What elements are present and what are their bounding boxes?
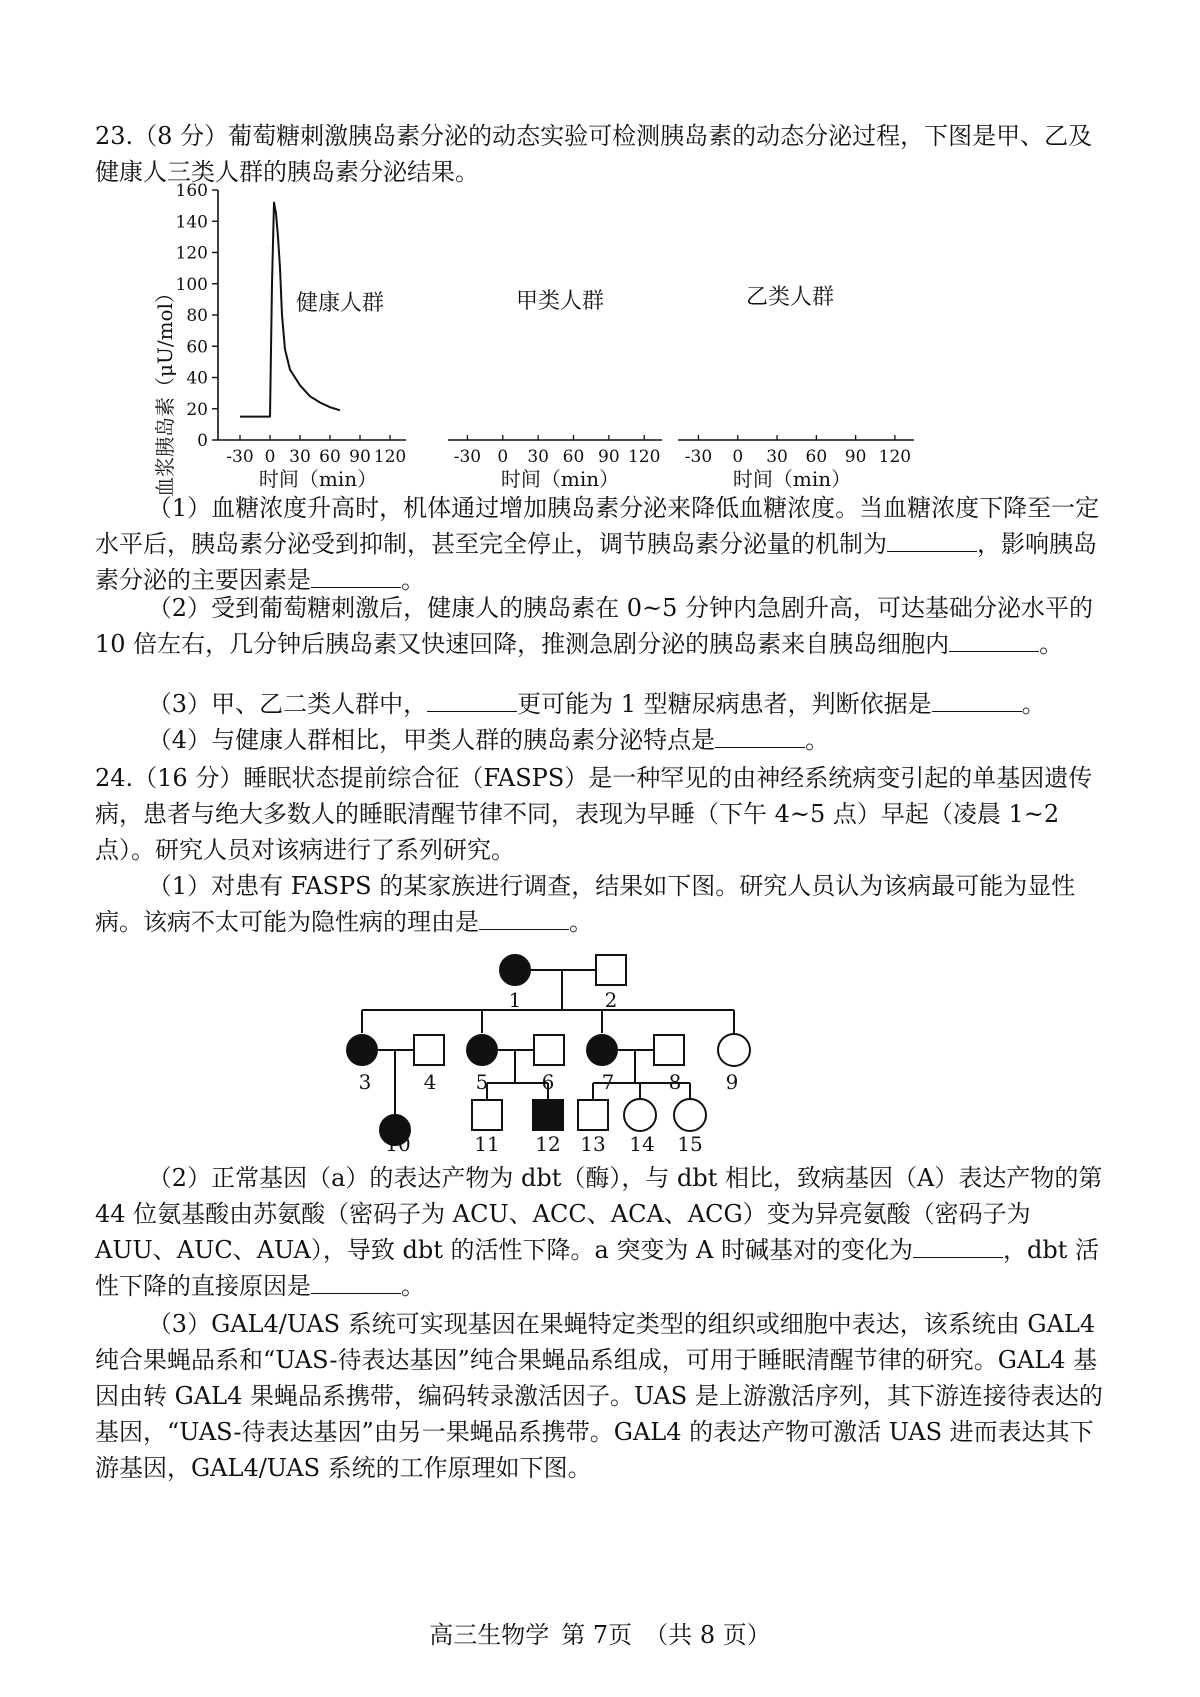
pedigree-label: 14 bbox=[629, 1132, 655, 1155]
chart-xlabel-jia: 时间（min） bbox=[500, 467, 620, 491]
x-tick-label: -30 bbox=[226, 447, 254, 467]
pedigree-individual-4-male bbox=[414, 1035, 444, 1065]
answer-blank[interactable] bbox=[715, 725, 805, 748]
chart-panel-yi bbox=[678, 435, 914, 467]
x-tick-label: -30 bbox=[684, 447, 713, 467]
q23-part1 bbox=[95, 490, 1105, 598]
pedigree-individual-9-female bbox=[718, 1034, 750, 1066]
chart-ylabel: 血浆胰岛素（μU/mol） bbox=[153, 283, 177, 497]
pedigree-individual-15-female bbox=[674, 1099, 706, 1131]
y-tick-label: 140 bbox=[175, 212, 208, 233]
pedigree-label: 12 bbox=[535, 1132, 561, 1155]
x-tick-label: 30 bbox=[527, 447, 549, 467]
chart-title-healthy: 健康人群 bbox=[295, 291, 385, 316]
answer-blank[interactable] bbox=[913, 1235, 1003, 1258]
x-tick-label: 120 bbox=[627, 447, 661, 467]
q23-part2 bbox=[95, 590, 1105, 662]
q23-part4-end: 。 bbox=[805, 726, 830, 754]
q23-part1-mid: ，影响胰岛素分泌的主要因素是 bbox=[95, 530, 1097, 594]
q23-part3-a: （3）甲、乙二类人群中， bbox=[147, 690, 428, 718]
pedigree-individual-7-affected-female bbox=[587, 1035, 617, 1065]
chart-y-axis bbox=[176, 181, 218, 451]
pedigree-individual-12-affected-male bbox=[533, 1100, 563, 1130]
q24-part2-mid: ，dbt 活性下降的直接原因是 bbox=[95, 1236, 1100, 1300]
y-tick-label: 80 bbox=[186, 306, 208, 326]
chart-panel-healthy bbox=[218, 203, 406, 468]
footer-page: 第 7页 bbox=[561, 1621, 633, 1649]
pedigree-individual-11-male bbox=[472, 1100, 502, 1130]
x-tick-label: -30 bbox=[453, 447, 482, 467]
footer-subject: 高三生物学 bbox=[429, 1621, 550, 1649]
pedigree-individual-14-female bbox=[624, 1099, 656, 1131]
y-tick-label: 20 bbox=[186, 399, 208, 420]
q24-part1-end: 。 bbox=[569, 908, 593, 936]
pedigree-label: 4 bbox=[423, 1070, 437, 1094]
y-tick-label: 40 bbox=[186, 368, 208, 389]
pedigree-label: 10 bbox=[385, 1132, 411, 1155]
x-tick-label: 0 bbox=[732, 447, 744, 467]
answer-blank[interactable] bbox=[427, 689, 517, 712]
y-tick-label: 0 bbox=[197, 431, 208, 451]
pedigree-individual-2-male bbox=[596, 955, 626, 985]
footer-total: （共 8 页） bbox=[644, 1621, 771, 1649]
pedigree-individual-8-male bbox=[654, 1035, 684, 1065]
x-tick-label: 90 bbox=[598, 447, 620, 467]
answer-blank[interactable] bbox=[932, 689, 1022, 712]
pedigree-figure bbox=[330, 945, 810, 1155]
pedigree-label: 7 bbox=[601, 1070, 615, 1094]
page-footer bbox=[0, 1615, 1200, 1650]
q24-part2-end: 。 bbox=[401, 1272, 425, 1300]
q24-part3: （3）GAL4/UAS 系统可实现基因在果蝇特定类型的组织或细胞中表达，该系统由 GAL4 纯合果蝇品系和“UAS-待表达基因”纯合果蝇品系组成，可用于睡眠清醒节律的研究。GAL4 基因由转 GAL4 果蝇品系携带，编码转录激活因子。UAS 是上游激活序列，其下游连接待表达的基因，“UAS-待表达基因”由另一果蝇品系携带。GAL4 的表达产物可激活 UAS 进而表达其下游基因，GAL4/UAS 系统的工作原理如下图。 bbox=[95, 1310, 1103, 1482]
x-tick-label: 30 bbox=[766, 447, 788, 467]
q24-part1-text: （1）对患有 FASPS 的某家族进行调查，结果如下图。研究人员认为该病最可能为显性病。该病不太可能为隐性病的理由是 bbox=[95, 872, 1076, 936]
y-tick-label: 160 bbox=[175, 181, 208, 201]
x-tick-label: 90 bbox=[349, 447, 371, 467]
pedigree-individual-1-affected-female bbox=[500, 955, 530, 985]
q23-part3-end: 。 bbox=[1021, 690, 1046, 718]
pedigree-label: 3 bbox=[358, 1070, 372, 1094]
pedigree-label: 2 bbox=[604, 988, 618, 1012]
q23-part4 bbox=[95, 722, 1105, 758]
x-tick-label: 90 bbox=[844, 447, 867, 467]
x-tick-label: 0 bbox=[497, 447, 509, 467]
x-tick-label: 0 bbox=[264, 447, 276, 467]
answer-blank[interactable] bbox=[887, 529, 977, 552]
y-tick-label: 120 bbox=[175, 243, 208, 264]
pedigree-individual-13-male bbox=[578, 1100, 608, 1130]
chart-title-yi: 乙类人群 bbox=[745, 285, 835, 310]
chart-xlabel-healthy: 时间（min） bbox=[258, 467, 378, 491]
pedigree-label: 5 bbox=[475, 1070, 489, 1094]
insulin-chart-figure bbox=[140, 180, 940, 500]
x-tick-label: 60 bbox=[805, 447, 828, 467]
pedigree-label: 8 bbox=[668, 1070, 682, 1094]
pedigree-label: 11 bbox=[474, 1132, 500, 1155]
answer-blank[interactable] bbox=[479, 907, 569, 930]
pedigree-label: 13 bbox=[580, 1132, 606, 1155]
q23-part3 bbox=[95, 686, 1105, 722]
q24-part2-text: （2）正常基因（a）的表达产物为 dbt（酶），与 dbt 相比，致病基因（A）表达产物的第 44 位氨基酸由苏氨酸（密码子为 ACU、ACC、ACA、ACG）变为异亮氨酸（密码子为 AUU、AUC、AUA），导致 dbt 的活性下降。a 突变为 A 时碱基对的变化为 bbox=[95, 1164, 1103, 1264]
chart-title-jia: 甲类人群 bbox=[515, 289, 605, 314]
pedigree-label: 9 bbox=[725, 1070, 739, 1094]
q23-part2-end: 。 bbox=[1039, 630, 1064, 658]
y-tick-label: 60 bbox=[186, 337, 208, 358]
q24-part2 bbox=[95, 1160, 1105, 1304]
x-tick-label: 60 bbox=[319, 447, 341, 467]
q23-part1-end: 。 bbox=[401, 566, 425, 594]
x-tick-label: 120 bbox=[878, 447, 912, 467]
q24-part1 bbox=[95, 868, 1105, 940]
q23-stem: 23.（8 分）葡萄糖刺激胰岛素分泌的动态实验可检测胰岛素的动态分泌过程，下图是甲、乙及健康人三类人群的胰岛素分泌结果。 bbox=[95, 122, 1093, 186]
pedigree-label: 15 bbox=[677, 1132, 703, 1155]
pedigree-individual-3-affected-female bbox=[347, 1035, 377, 1065]
q24-stem: 24.（16 分）睡眠状态提前综合征（FASPS）是一种罕见的由神经系统病变引起的单基因遗传病，患者与绝大多数人的睡眠清醒节律不同，表现为早睡（下午 4~5 点）早起（凌晨 1~2 点）。研究人员对该病进行了系列研究。 bbox=[95, 764, 1093, 864]
chart-xlabel-yi: 时间（min） bbox=[732, 467, 852, 491]
x-tick-label: 120 bbox=[373, 447, 407, 467]
pedigree-individual-6-male bbox=[534, 1035, 564, 1065]
pedigree-label: 1 bbox=[508, 988, 522, 1012]
answer-blank[interactable] bbox=[311, 1271, 401, 1294]
q23-part1-text: （1）血糖浓度升高时，机体通过增加胰岛素分泌来降低血糖浓度。当血糖浓度下降至一定水平后，胰岛素分泌受到抑制，甚至完全停止，调节胰岛素分泌量的机制为 bbox=[95, 494, 1100, 558]
pedigree-individual-5-affected-female bbox=[467, 1035, 497, 1065]
x-tick-label: 60 bbox=[562, 447, 585, 467]
answer-blank[interactable] bbox=[311, 565, 401, 588]
q23-part3-b: 更可能为 1 型糖尿病患者，判断依据是 bbox=[517, 690, 932, 718]
x-tick-label: 30 bbox=[289, 447, 311, 467]
y-tick-label: 100 bbox=[175, 274, 208, 295]
answer-blank[interactable] bbox=[949, 629, 1039, 652]
q23-part4-text: （4）与健康人群相比，甲类人群的胰岛素分泌特点是 bbox=[147, 726, 716, 754]
q23-part2-text: （2）受到葡萄糖刺激后，健康人的胰岛素在 0~5 分钟内急剧升高，可达基础分泌水平的 10 倍左右，几分钟后胰岛素又快速回降，推测急剧分泌的胰岛素来自胰岛细胞内 bbox=[95, 594, 1093, 658]
chart-panel-jia bbox=[448, 435, 662, 467]
pedigree-label: 6 bbox=[541, 1070, 555, 1094]
